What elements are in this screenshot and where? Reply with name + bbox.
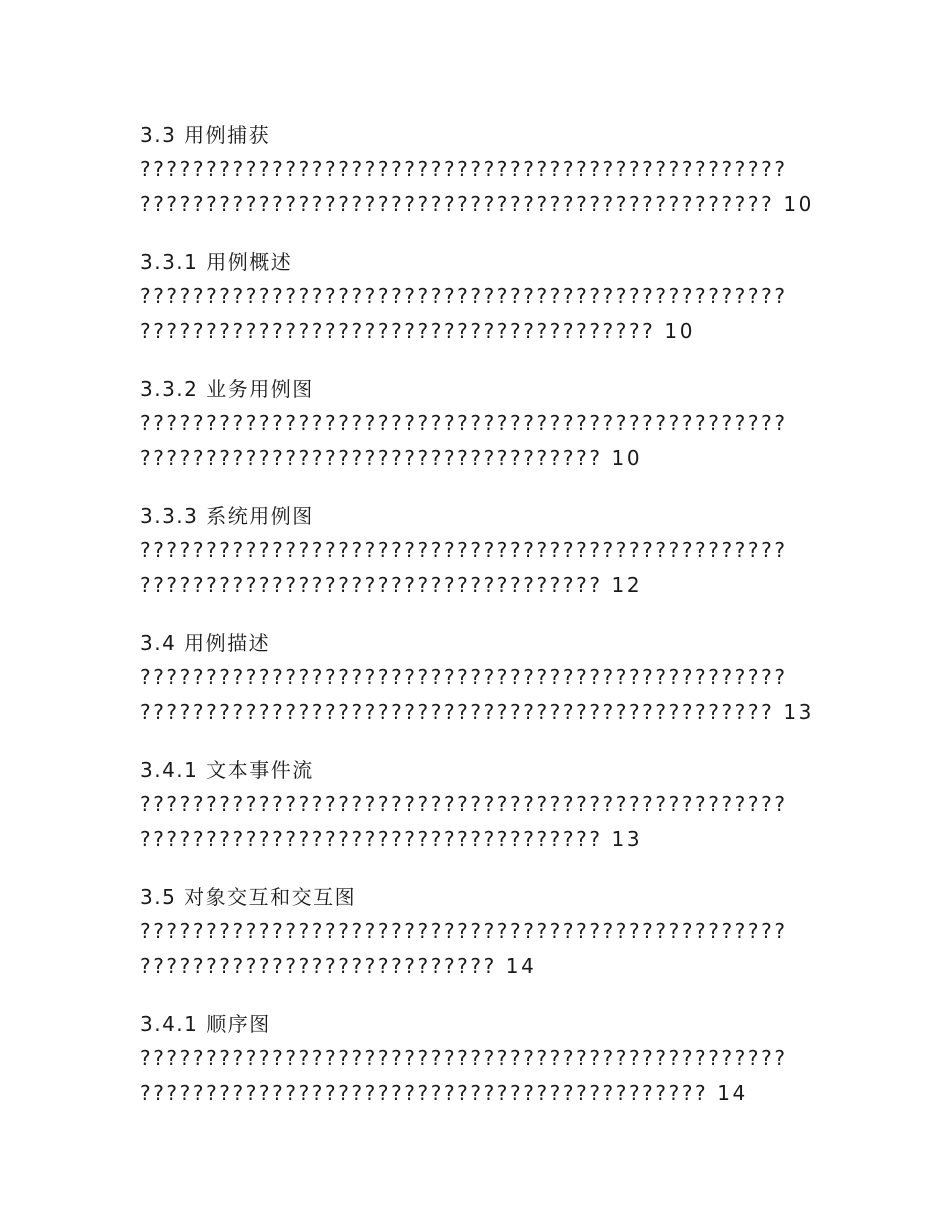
toc-leader: ??????????????????????????????????? bbox=[140, 827, 603, 851]
toc-heading[interactable]: 3.4.1 顺序图 bbox=[140, 1012, 271, 1036]
toc-heading[interactable]: 3.3.3 系统用例图 bbox=[140, 504, 314, 528]
toc-leader: ???????????????????????????????????????????????? bbox=[140, 192, 775, 216]
toc-page-number: 13 bbox=[611, 827, 643, 851]
toc-leader-line-last bbox=[140, 568, 812, 603]
toc-entry[interactable] bbox=[140, 120, 812, 247]
toc-page-number: 10 bbox=[611, 446, 643, 470]
toc-leader-line-last bbox=[140, 822, 812, 857]
toc-leader-line: ????????????????????????????????????????????????? bbox=[140, 284, 788, 308]
toc-heading[interactable]: 3.4 用例描述 bbox=[140, 631, 271, 655]
toc-page bbox=[140, 120, 812, 1136]
toc-leader-line: ????????????????????????????????????????????????? bbox=[140, 157, 788, 181]
toc-page-number: 14 bbox=[717, 1081, 748, 1105]
toc-leader-line-last bbox=[140, 187, 812, 222]
toc-entry[interactable] bbox=[140, 501, 812, 628]
toc-page-number: 10 bbox=[664, 319, 696, 343]
toc-leader-line: ????????????????????????????????????????????????? bbox=[140, 411, 788, 435]
toc-leader: ??????????????????????????????????????????? bbox=[140, 1081, 709, 1105]
toc-leader-line-last bbox=[140, 314, 812, 349]
toc-page-number: 13 bbox=[783, 700, 814, 724]
toc-entry[interactable] bbox=[140, 374, 812, 501]
toc-entry[interactable] bbox=[140, 882, 812, 1009]
toc-leader-line-last bbox=[140, 695, 812, 730]
toc-leader: ??????????????????????????????????? bbox=[140, 446, 603, 470]
toc-leader-line-last bbox=[140, 441, 812, 476]
toc-leader-line-last bbox=[140, 1076, 812, 1111]
toc-leader-line: ????????????????????????????????????????????????? bbox=[140, 538, 788, 562]
toc-leader-line: ????????????????????????????????????????????????? bbox=[140, 792, 788, 816]
toc-leader: ??????????????????????????????????? bbox=[140, 573, 603, 597]
toc-heading[interactable]: 3.3.1 用例概述 bbox=[140, 250, 293, 274]
toc-entry[interactable] bbox=[140, 1009, 812, 1136]
toc-leader-line: ????????????????????????????????????????????????? bbox=[140, 1046, 788, 1070]
toc-entry[interactable] bbox=[140, 247, 812, 374]
toc-entry[interactable] bbox=[140, 628, 812, 755]
toc-leader-line-last bbox=[140, 949, 812, 984]
toc-leader-line: ????????????????????????????????????????????????? bbox=[140, 665, 788, 689]
toc-heading[interactable]: 3.5 对象交互和交互图 bbox=[140, 885, 357, 909]
toc-heading[interactable]: 3.4.1 文本事件流 bbox=[140, 758, 314, 782]
toc-entry[interactable] bbox=[140, 755, 812, 882]
toc-leader-line: ????????????????????????????????????????????????? bbox=[140, 919, 788, 943]
toc-heading[interactable]: 3.3.2 业务用例图 bbox=[140, 377, 314, 401]
toc-leader: ??????????????????????????? bbox=[140, 954, 497, 978]
toc-page-number: 12 bbox=[611, 573, 643, 597]
toc-page-number: 14 bbox=[505, 954, 537, 978]
toc-leader: ??????????????????????????????????????? bbox=[140, 319, 656, 343]
toc-page-number: 10 bbox=[783, 192, 814, 216]
toc-leader: ???????????????????????????????????????????????? bbox=[140, 700, 775, 724]
toc-heading[interactable]: 3.3 用例捕获 bbox=[140, 123, 271, 147]
